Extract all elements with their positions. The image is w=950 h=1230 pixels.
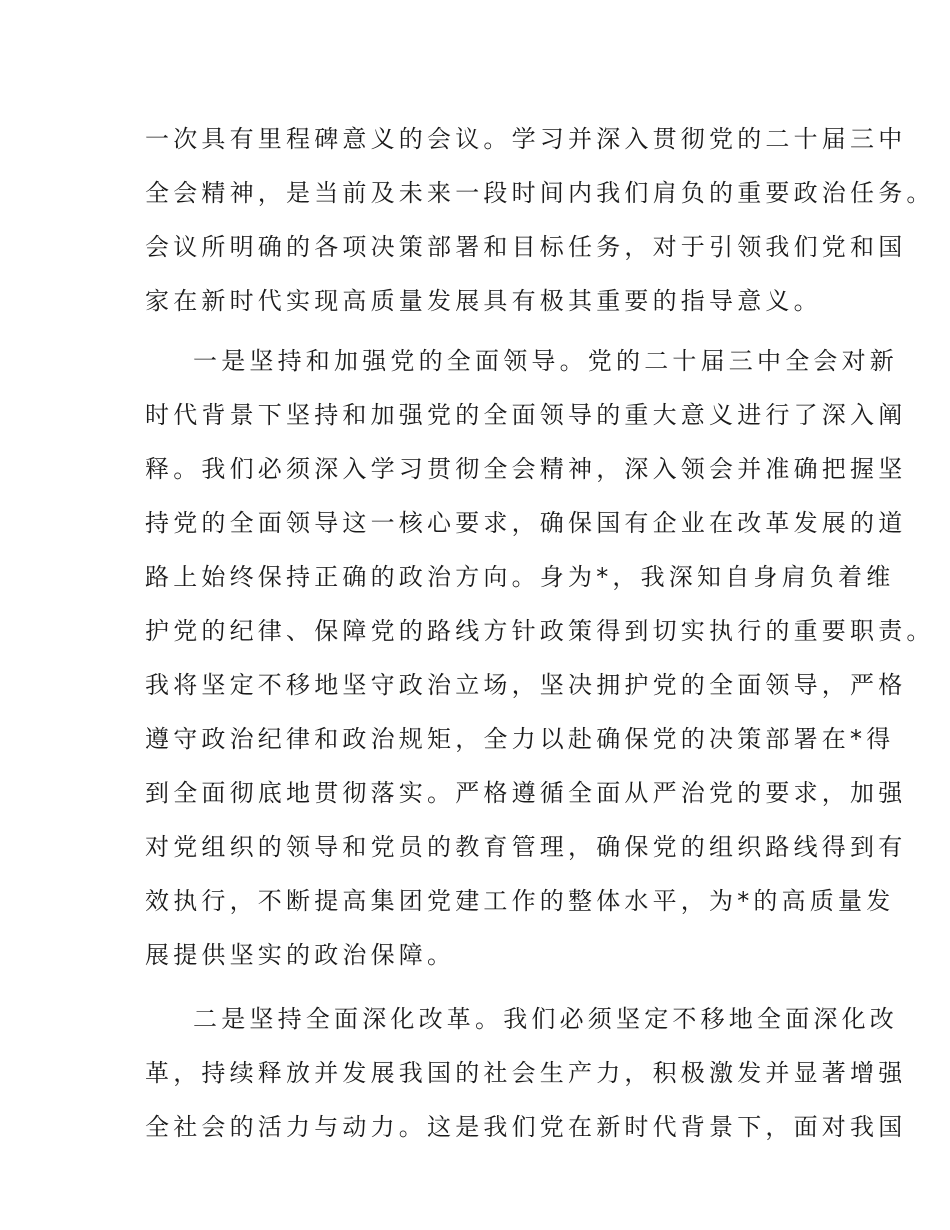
paragraph-line: 我将坚定不移地坚守政治立场，坚决拥护党的全面领导，严格 [145,671,907,699]
paragraph-line: 革，持续释放并发展我国的社会生产力，积极激发并显著增强 [145,1059,907,1087]
paragraph-line: 到全面彻底地贯彻落实。严格遵循全面从严治党的要求，加强 [145,779,907,807]
paragraph-line: 一次具有里程碑意义的会议。学习并深入贯彻党的二十届三中 [145,125,907,153]
paragraph-line: 会议所明确的各项决策部署和目标任务，对于引领我们党和国 [145,233,907,261]
paragraph-line: 全会精神，是当前及未来一段时间内我们肩负的重要政治任务。 [145,179,935,207]
paragraph-line: 一是坚持和加强党的全面领导。党的二十届三中全会对新 [193,347,898,375]
paragraph-line: 二是坚持全面深化改革。我们必须坚定不移地全面深化改 [193,1005,898,1033]
paragraph-line: 持党的全面领导这一核心要求，确保国有企业在改革发展的道 [145,509,907,537]
paragraph-line: 对党组织的领导和党员的教育管理，确保党的组织路线得到有 [145,833,907,861]
paragraph-line: 展提供坚实的政治保障。 [145,941,456,969]
paragraph-line: 路上始终保持正确的政治方向。身为*，我深知自身肩负着维 [145,563,895,591]
paragraph-line: 时代背景下坚持和加强党的全面领导的重大意义进行了深入阐 [145,401,907,429]
paragraph-line: 全社会的活力与动力。这是我们党在新时代背景下，面对我国 [145,1113,907,1141]
paragraph-line: 释。我们必须深入学习贯彻全会精神，深入领会并准确把握坚 [145,455,907,483]
paragraph-line: 护党的纪律、保障党的路线方针政策得到切实执行的重要职责。 [145,617,935,645]
paragraph-line: 家在新时代实现高质量发展具有极其重要的指导意义。 [145,287,822,315]
paragraph-line: 效执行，不断提高集团党建工作的整体水平，为*的高质量发 [145,887,895,915]
paragraph-line: 遵守政治纪律和政治规矩，全力以赴确保党的决策部署在*得 [145,725,895,753]
